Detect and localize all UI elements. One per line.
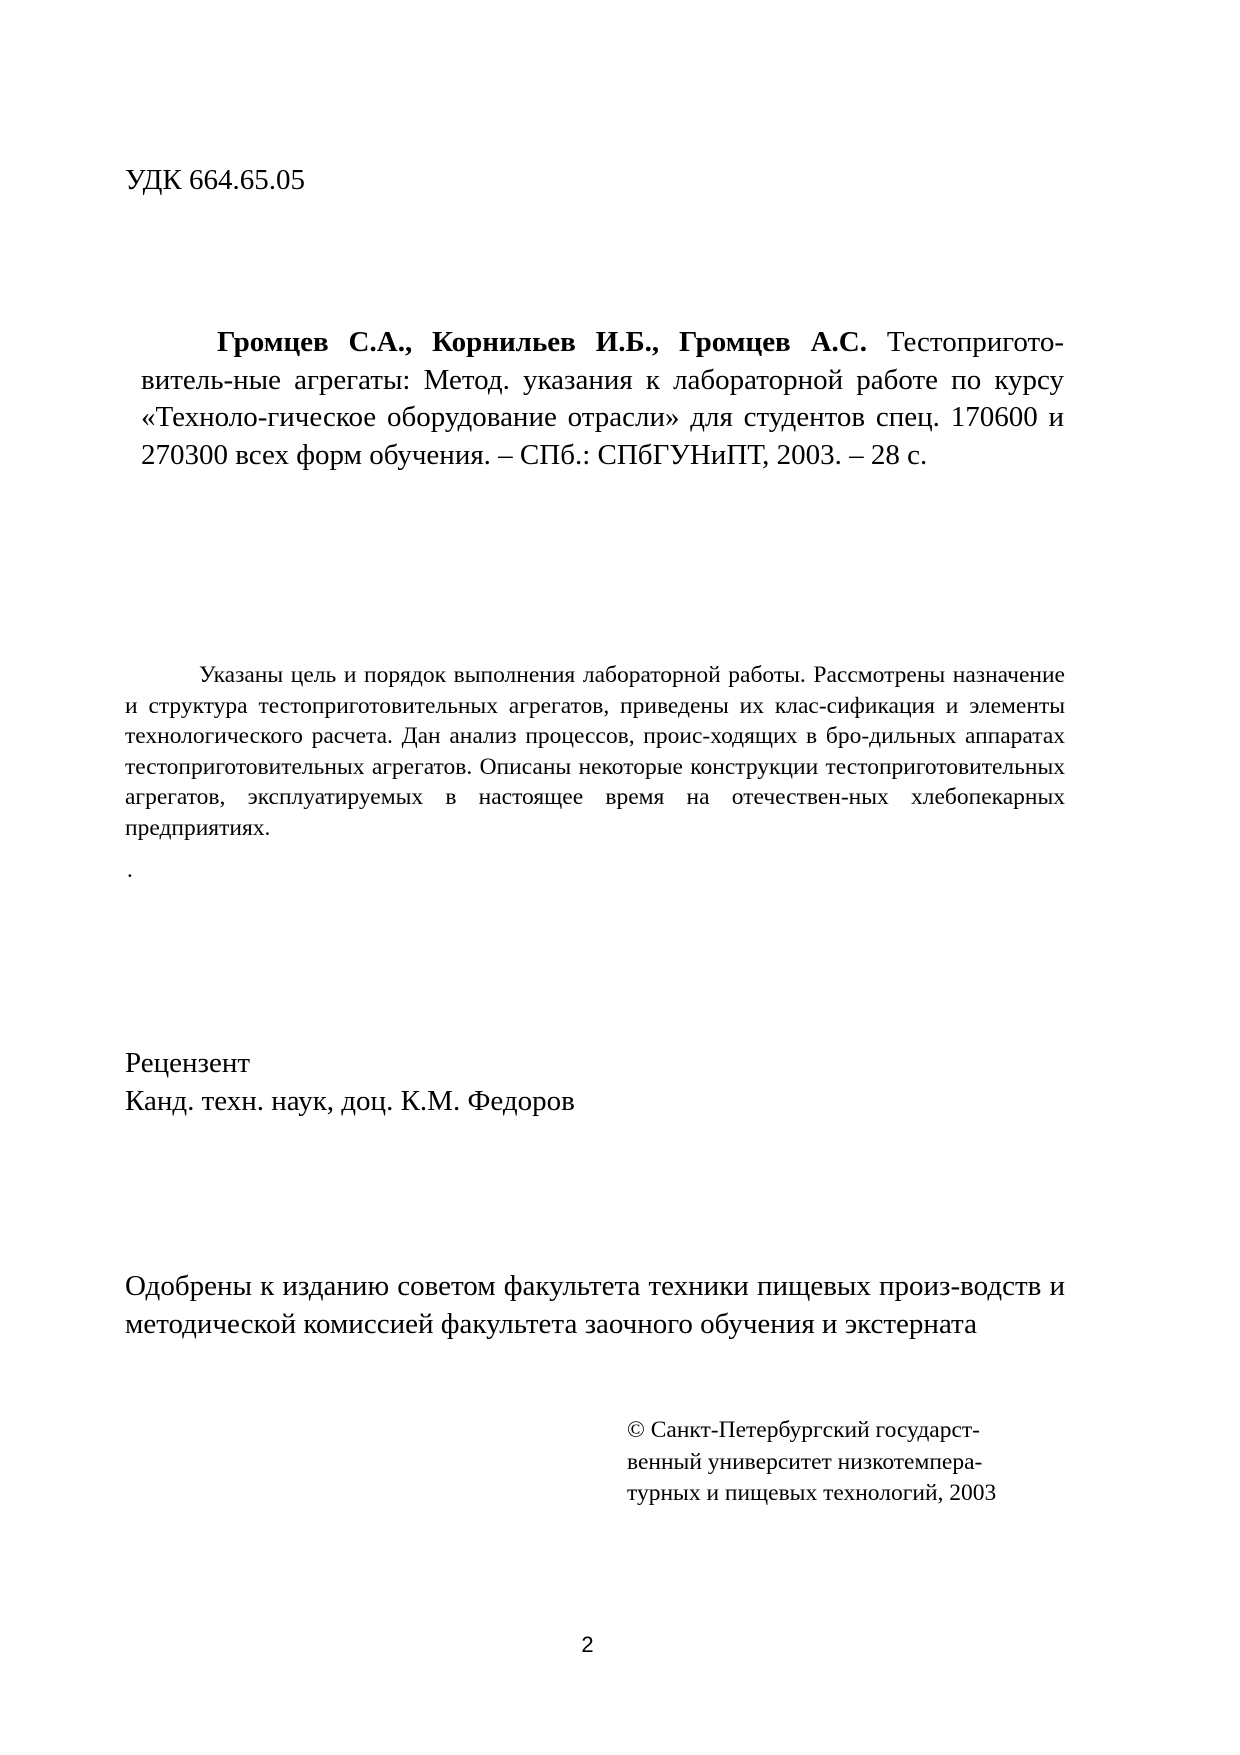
reviewer-heading: Рецензент — [125, 1047, 251, 1079]
bibliographic-record — [141, 324, 1064, 474]
abstract — [125, 660, 1065, 843]
stray-dot: . — [127, 857, 133, 882]
copyright-block — [627, 1415, 1077, 1510]
page-number: 2 — [581, 1632, 594, 1657]
bibliographic-description: Тестопригото-витель-ные агрегаты: Метод. указания к лабораторной работе по курсу «Техноло-гическое оборудование отрасли» для студентов спец. 170600 и 270300 всех форм обучения. – СПб.: СПбГУНиПТ, 2003. – 28 с. — [141, 326, 1064, 471]
udk-code: УДК 664.65.05 — [125, 164, 305, 196]
copyright-line-1: © Санкт-Петербургский государст- — [627, 1417, 980, 1443]
approval-note: Одобрены к изданию советом факультета техники пищевых произ-водств и методической комиссией факультета заочного обучения и экстерната — [125, 1270, 1065, 1340]
reviewer-block — [125, 1044, 575, 1120]
authors: Громцев С.А., Корнильев И.Б., Громцев А.С. — [217, 326, 867, 358]
copyright-line-2: венный университет низкотемпера- — [627, 1448, 983, 1475]
abstract-text: Указаны цель и порядок выполнения лабораторной работы. Рассмотрены назначение и структура тестоприготовительных агрегатов, приведены их клас-сификация и элементы технологического расчета. Дан анализ процессов, проис-ходящих в бро-дильных аппаратах тестоприготовительных агрегатов. Описаны некоторые конструкции тестоприготовительных агрегатов, эксплуатируемых в настоящее время на отечествен-ных хлебопекарных предприятиях. — [125, 662, 1065, 841]
copyright-line-3: турных и пищевых технологий, 2003 — [627, 1480, 997, 1506]
reviewer-name: Канд. техн. наук, доц. К.М. Федоров — [125, 1085, 575, 1117]
